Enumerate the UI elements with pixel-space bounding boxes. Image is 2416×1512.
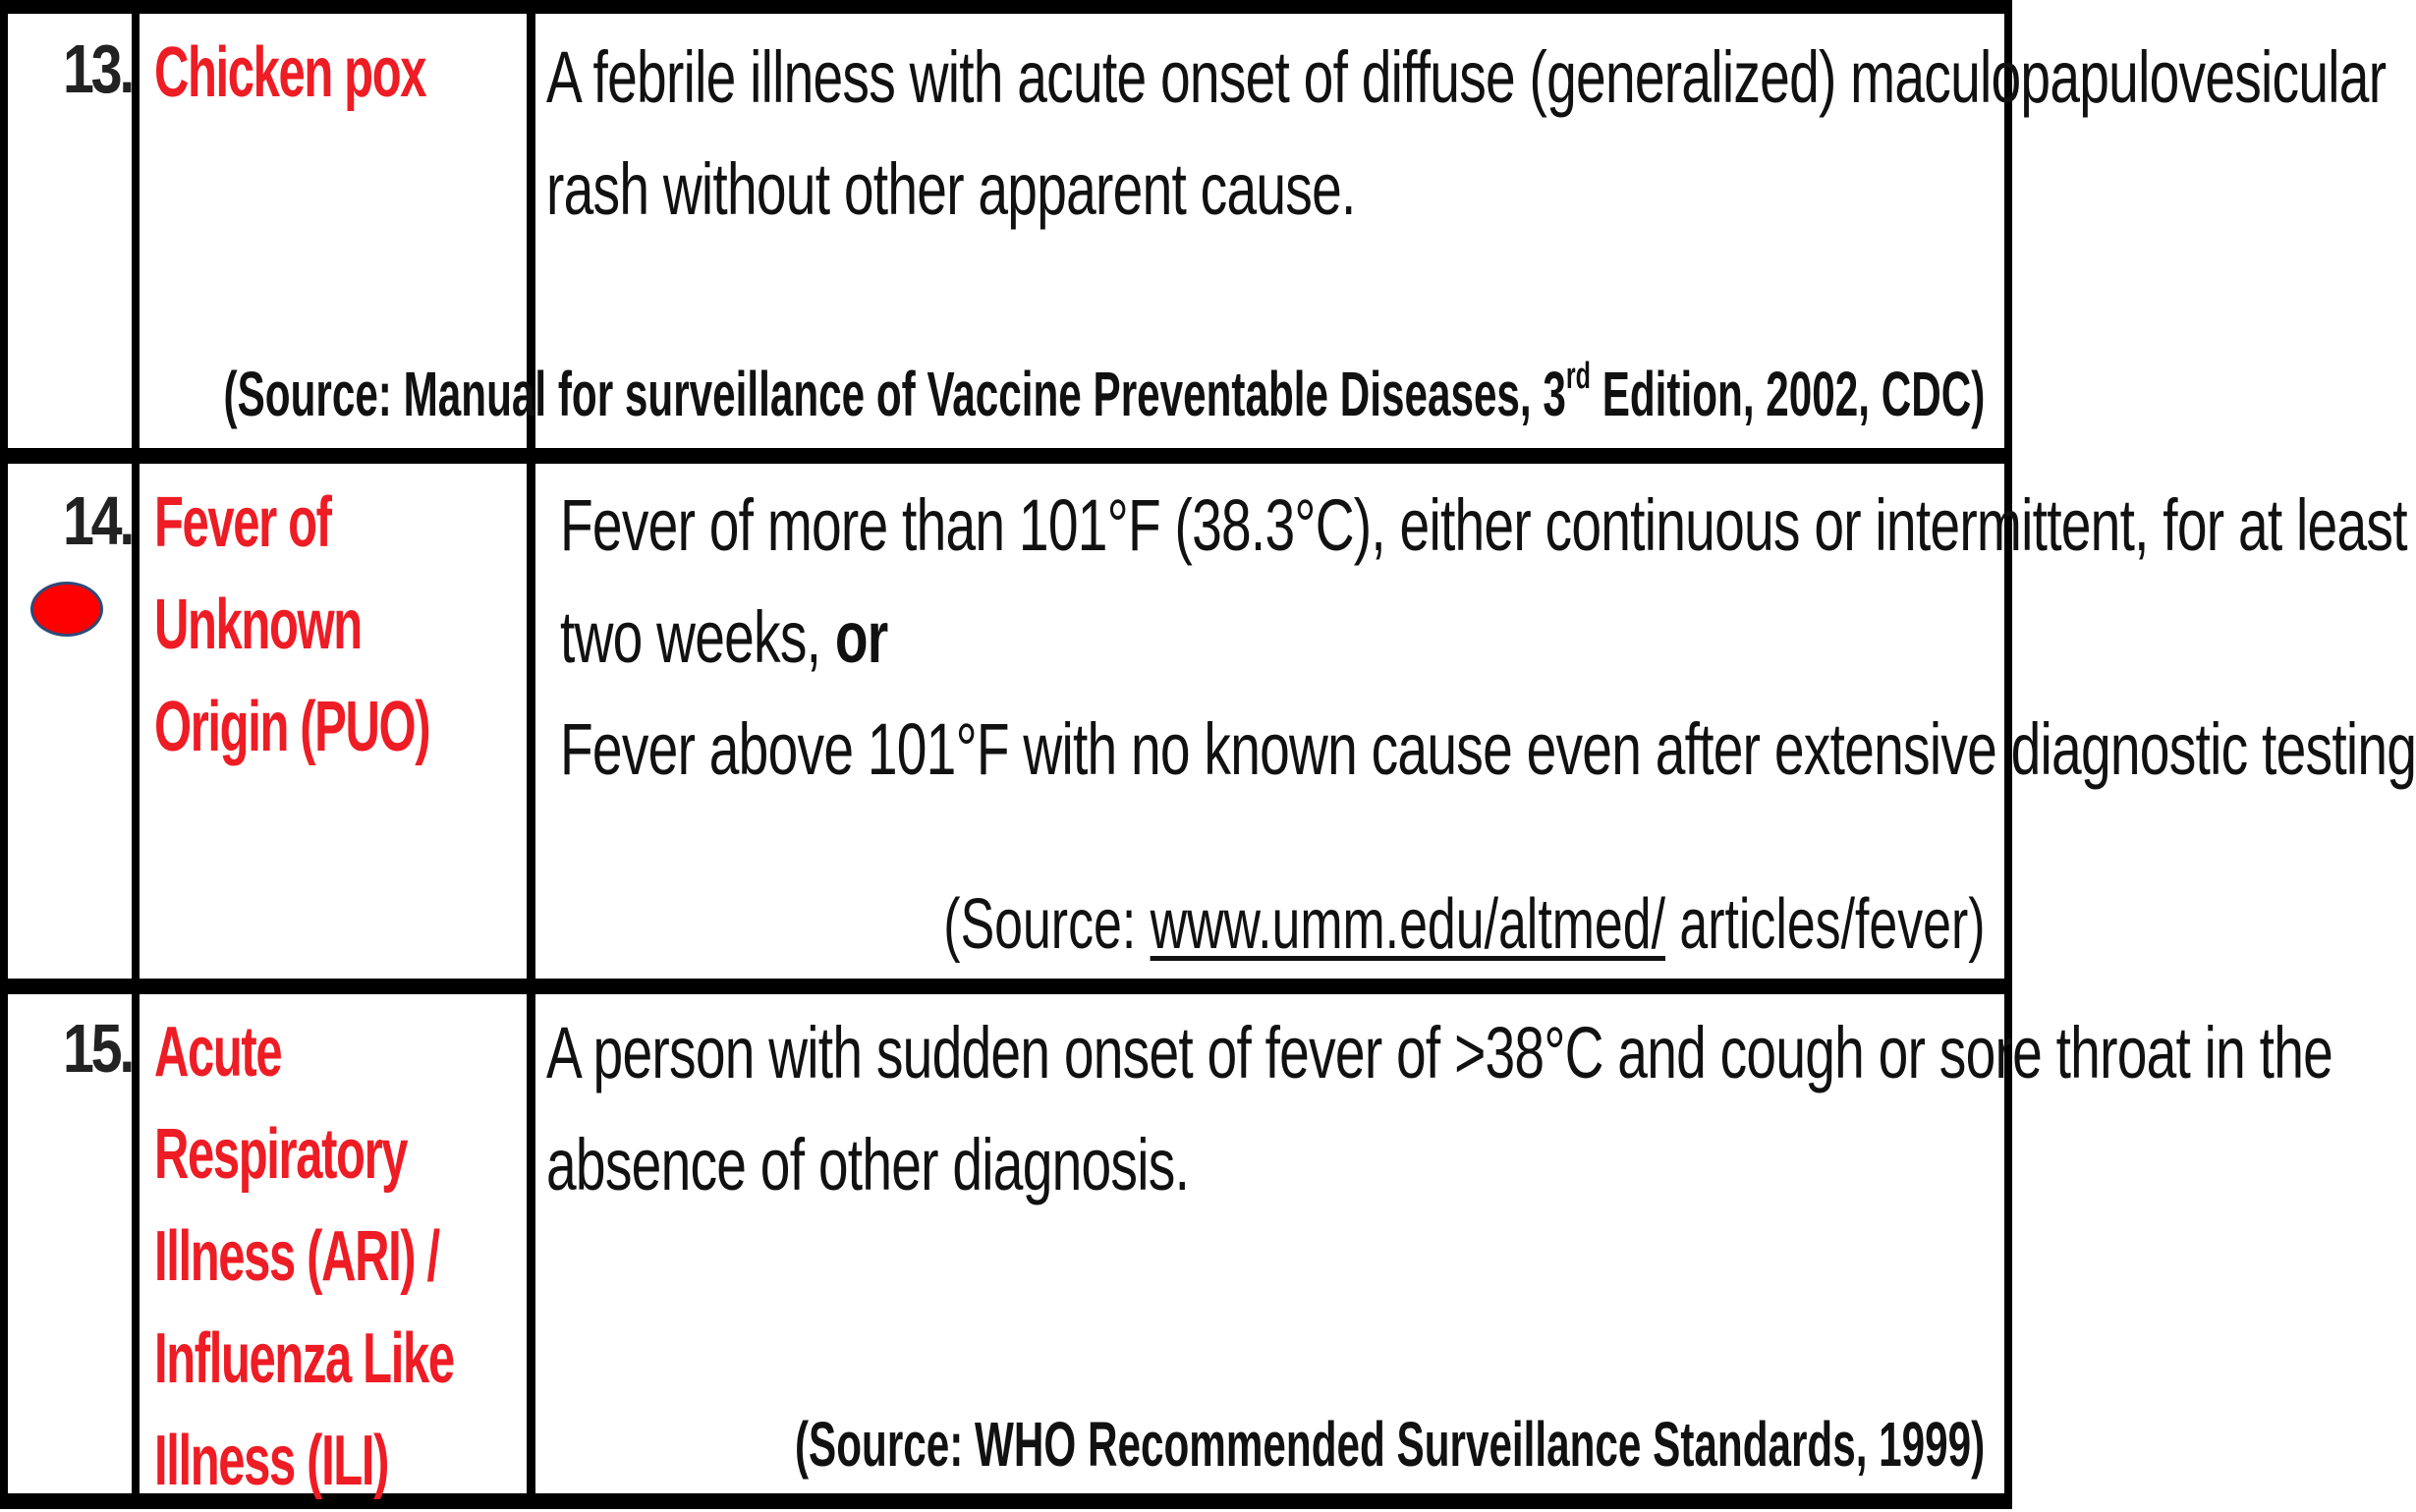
table-row <box>0 462 2416 987</box>
definition-line: Fever above 101°F with no known cause even after extensive diagnostic testing <box>560 708 2416 790</box>
case-definition <box>560 470 2416 806</box>
definition-line: rash without other apparent cause. <box>546 148 1356 230</box>
source-superscript: rd <box>1565 356 1591 397</box>
case-definition <box>546 22 2387 246</box>
table-row <box>0 0 2387 462</box>
disease-name-line: Chicken pox <box>154 33 426 112</box>
source-citation <box>943 884 1985 965</box>
definition-line: Fever of more than 101°F (38.3°C), either continuous or intermittent, for at least <box>560 484 2407 566</box>
disease-name-line: Acute Respiratory <box>154 1013 408 1194</box>
definition-line <box>560 582 1980 694</box>
disease-name <box>154 22 502 124</box>
source-citation: (Source: WHO Recommended Surveillance Standards, 1999) <box>794 1409 1985 1480</box>
source-text: articles/fever) <box>1664 885 1985 964</box>
definition-line: A person with sudden onset of fever of >38°C and cough or sore throat in the <box>546 1012 2333 1093</box>
source-citation <box>223 356 1985 430</box>
definition-line: A febrile illness with acute onset of diffuse (generalized) maculopapulovesicular <box>546 36 2387 118</box>
row-number: 14. <box>63 482 132 559</box>
definition-bold-or: or <box>834 596 888 678</box>
source-link[interactable]: www.umm.edu/altmed/ <box>1150 885 1665 964</box>
red-oval-marker <box>30 582 103 637</box>
disease-name-line: Origin (PUO) <box>154 688 430 766</box>
definition-line: absence of other diagnosis. <box>546 1124 1190 1205</box>
source-text: Edition, 2002, CDC) <box>1590 359 1985 429</box>
source-text: (Source: Manual for surveillance of Vaccine Preventable Diseases, 3 <box>223 359 1566 429</box>
row-number: 15. <box>63 1010 132 1087</box>
disease-name-line: Illness (ILI) <box>154 1422 389 1500</box>
disease-name <box>154 1001 502 1512</box>
source-text: (Source: <box>942 885 1151 964</box>
disease-name-line: Illness (ARI) / <box>154 1217 439 1296</box>
disease-name <box>154 472 502 778</box>
row-number: 13. <box>63 30 132 107</box>
definition-text: two weeks, <box>560 596 835 678</box>
table-row <box>0 987 2333 1509</box>
case-definition <box>546 997 2333 1221</box>
disease-name-line: Fever of Unknown <box>154 483 362 664</box>
disease-name-line: Influenza Like <box>154 1319 454 1398</box>
